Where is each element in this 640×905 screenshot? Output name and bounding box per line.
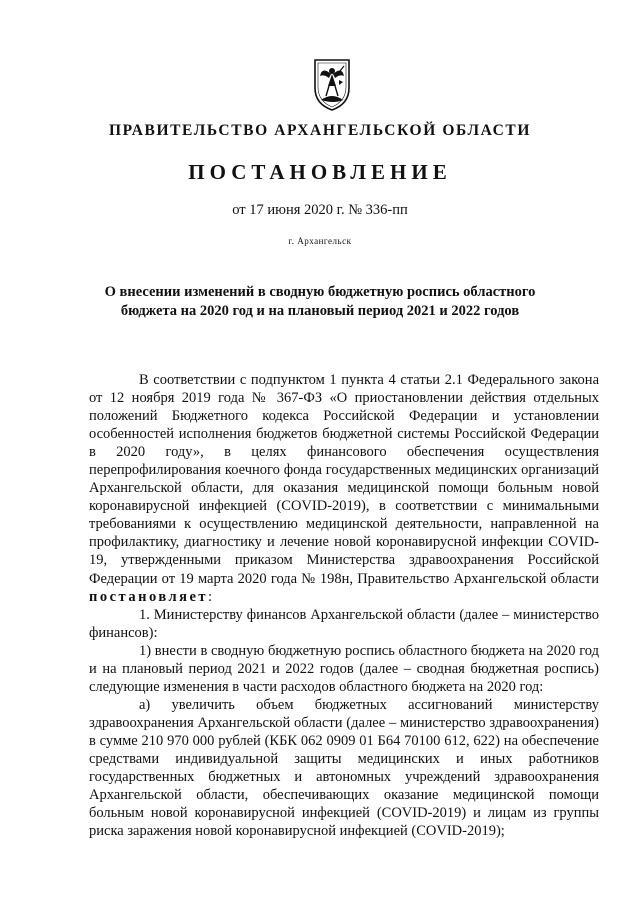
paragraph-preamble [89, 371, 599, 606]
coat-of-arms-icon [312, 56, 352, 112]
document-date-number: от 17 июня 2020 г. № 336-пп [232, 202, 408, 218]
document-type: ПОСТАНОВЛЕНИЕ [188, 160, 452, 184]
paragraph-subitem-1: 1) внести в сводную бюджетную роспись областного бюджета на 2020 год и на плановый период 2021 и 2022 годов (далее – сводная бюджетная роспись) следующие изменения в части расходов областного бюджета на 2020 год: [89, 642, 599, 695]
document-body [89, 371, 599, 840]
paragraph-subitem-a: а) увеличить объем бюджетных ассигнований министерству здравоохранения Архангельской области (далее – министерство здравоохранения) в сумме 210 970 000 рублей (КБК 062 0909 01 Б64 70100 612, 622) на обеспечение средствами индивидуальной защиты медицинских и иных работников государственных бюджетных и автономных учреждений здравоохранения Архангельской области, обеспечивающих оказание медицинской помощи больным новой коронавирусной инфекцией (COVID-2019) и лицам из группы риска заражения новой коронавирусной инфекцией (COVID-2019); [89, 696, 599, 840]
document-title: О внесении изменений в сводную бюджетную роспись областного бюджета на 2020 год и на плановый период 2021 и 2022 годов [104, 284, 536, 319]
paragraph-item-1: 1. Министерству финансов Архангельской области (далее – министерство финансов): [89, 606, 599, 641]
decree-colon: : [208, 588, 213, 605]
preamble-text: В соответствии с подпунктом 1 пункта 4 статьи 2.1 Федерального закона от 12 ноября 2019 года № 367-ФЗ «О приостановлении действия отдельных положений Бюджетного кодекса Российской Федерации и установлении особенностей исполнения бюджетов бюджетной системы Российской Федерации в 2020 году», в целях финансового обеспечения осуществления перепрофилирования коечного фонда государственных медицинских организаций Архангельской области, для оказания медицинской помощи больным новой коронавирусной инфекцией (COVID-2019), в соответствии с минимальными требованиями к осуществлению медицинской деятельности, направленной на профилактику, диагностику и лечение новой коронавирусной инфекции COVID-19, утвержденными приказом Министерства здравоохранения Российской Федерации от 19 марта 2020 года № 198н, Правительство Архангельской области [89, 372, 599, 587]
decree-word: постановляет [89, 588, 209, 605]
government-name: ПРАВИТЕЛЬСТВО АРХАНГЕЛЬСКОЙ ОБЛАСТИ [108, 122, 531, 139]
document-city: г. Архангельск [288, 236, 352, 246]
